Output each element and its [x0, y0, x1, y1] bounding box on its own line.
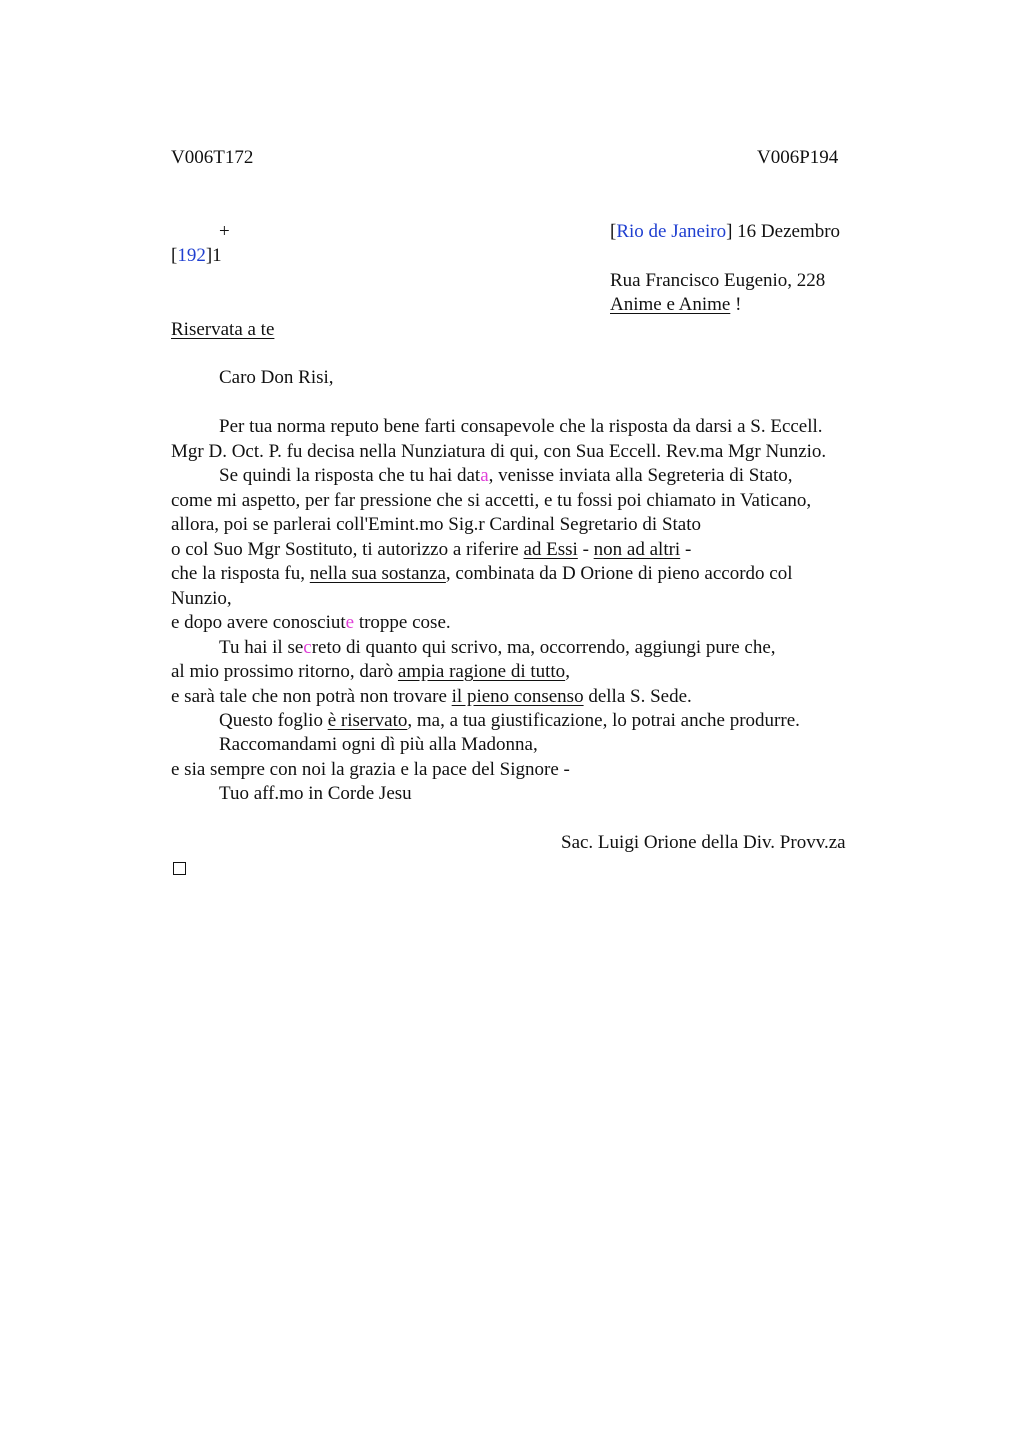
year-line — [171, 244, 222, 268]
header-right-code: V006P194 — [757, 147, 839, 168]
underlined-phrase: il pieno consenso — [451, 686, 584, 707]
signature: Sac. Luigi Orione della Div. Provv.za — [561, 832, 846, 853]
bracket: [ — [171, 245, 178, 266]
text-span: al mio prossimo ritorno, darò — [171, 661, 398, 682]
body-line-8: Nunzio, — [171, 588, 232, 609]
place-name: Rio de Janeiro — [616, 221, 727, 242]
text-span: - — [577, 539, 594, 560]
text-span: , ma, a tua giustificazione, lo potrai anche produrre. — [407, 710, 800, 731]
text-span: troppe cose. — [354, 612, 451, 633]
body-line-15: e sia sempre con noi la grazia e la pace del Signore - — [171, 759, 570, 780]
closing: Tuo aff.mo in Corde Jesu — [219, 783, 412, 804]
bracket: ] — [205, 245, 213, 266]
square-icon — [173, 862, 186, 875]
date-text: 16 Dezembro — [732, 221, 841, 242]
bracket: [ — [610, 221, 617, 242]
body-line-6 — [171, 538, 691, 562]
text-span: che la risposta fu, — [171, 563, 310, 584]
year-bracketed: 192 — [177, 245, 206, 266]
body-line-3 — [219, 464, 793, 488]
body-line-5: allora, poi se parlerai coll'Emint.mo Sig.r Cardinal Segretario di Stato — [171, 514, 702, 535]
underlined-phrase: ad Essi — [523, 539, 578, 560]
body-line-13 — [219, 709, 800, 733]
correction-letter: c — [303, 637, 312, 658]
correction-letter: e — [345, 612, 355, 633]
motto-tail: ! — [730, 294, 742, 315]
address-line: Rua Francisco Eugenio, 228 — [610, 270, 826, 291]
cross-symbol: + — [219, 221, 230, 242]
text-span: , venisse inviata alla Segreteria di Stato, — [488, 465, 793, 486]
text-span: Se quindi la risposta che tu hai dat — [219, 465, 481, 486]
place-date-line — [610, 220, 840, 244]
text-span: , — [565, 661, 570, 682]
end-box-icon — [173, 858, 186, 882]
text-span: Questo foglio — [219, 710, 328, 731]
motto: Anime e Anime — [610, 294, 731, 315]
text-span: Tu hai il se — [219, 637, 304, 658]
body-line-1: Per tua norma reputo bene farti consapevole che la risposta da darsi a S. Eccell. — [219, 416, 823, 437]
text-span: della S. Sede. — [583, 686, 692, 707]
text-span: , combinata da D Orione di pieno accordo col — [445, 563, 793, 584]
body-line-12 — [171, 685, 692, 709]
text-span: e sarà tale che non potrà non trovare — [171, 686, 452, 707]
body-line-2: Mgr D. Oct. P. fu decisa nella Nunziatura di qui, con Sua Eccell. Rev.ma Mgr Nunzio. — [171, 441, 827, 462]
body-line-4: come mi aspetto, per far pressione che si accetti, e tu fossi poi chiamato in Vaticano, — [171, 490, 812, 511]
body-line-9 — [171, 611, 451, 635]
year-last-digit: 1 — [212, 245, 222, 266]
body-line-10 — [219, 636, 776, 660]
underlined-phrase: ampia ragione di tutto — [397, 661, 566, 682]
motto-line — [610, 293, 741, 317]
body-line-14: Raccomandami ogni dì più alla Madonna, — [219, 734, 538, 755]
body-line-7 — [171, 562, 793, 586]
text-span: - — [680, 539, 692, 560]
text-span: o col Suo Mgr Sostituto, ti autorizzo a riferire — [171, 539, 524, 560]
correction-letter: a — [480, 465, 489, 486]
underlined-phrase: non ad altri — [593, 539, 681, 560]
bracket: ] — [726, 221, 733, 242]
underlined-phrase: è riservato — [327, 710, 408, 731]
salutation: Caro Don Risi, — [219, 367, 334, 388]
underlined-phrase: nella sua sostanza — [309, 563, 446, 584]
body-line-11 — [171, 660, 570, 684]
reserved-note: Riservata a te — [171, 319, 275, 340]
text-span: reto di quanto qui scrivo, ma, occorrendo, aggiungi pure che, — [311, 637, 776, 658]
text-span: e dopo avere conosciut — [171, 612, 346, 633]
header-left-code: V006T172 — [171, 147, 254, 168]
